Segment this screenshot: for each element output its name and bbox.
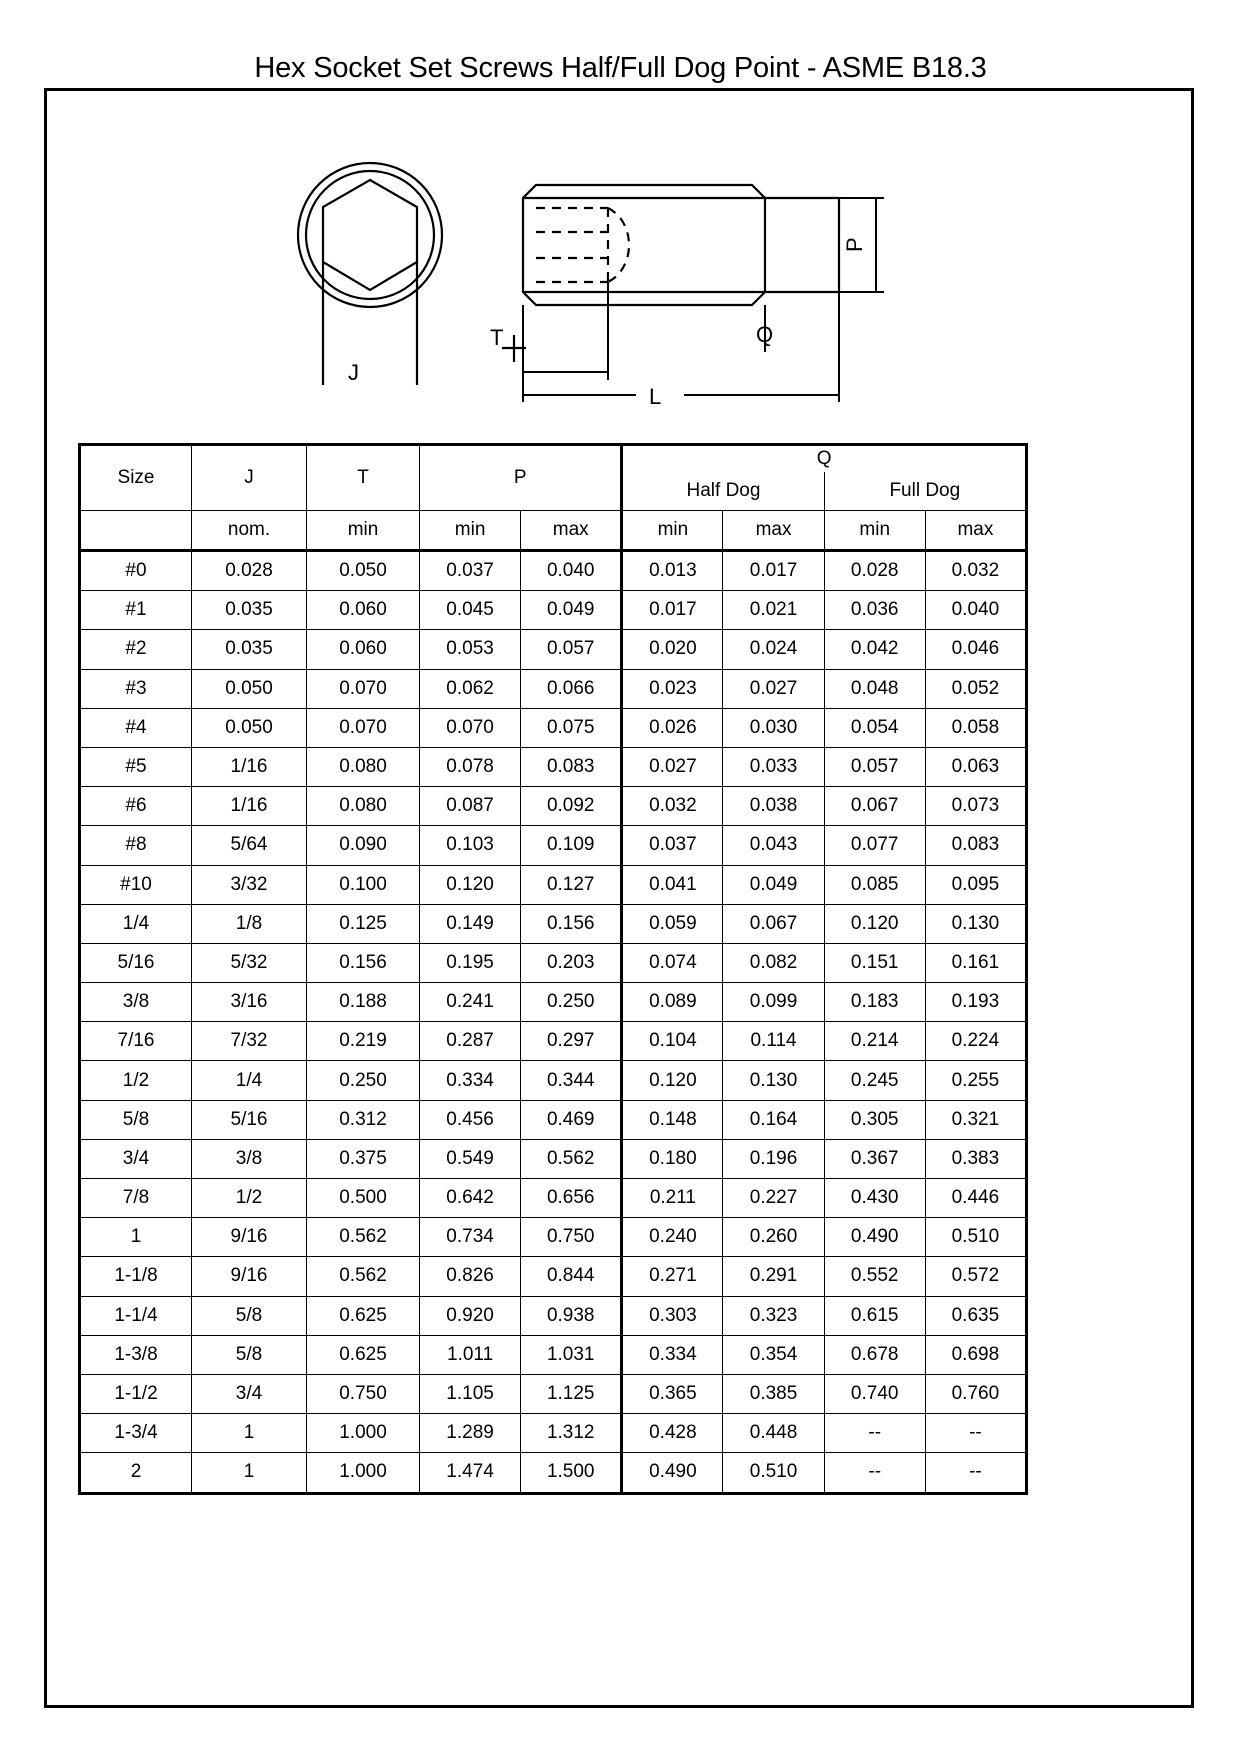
table-row [80, 1100, 1027, 1139]
cell-value: -- [925, 1414, 1026, 1453]
cell-value: 0.083 [925, 826, 1026, 865]
cell-value: 0.334 [420, 1061, 521, 1100]
cell-value: 0.032 [925, 551, 1026, 591]
cell-value: 0.562 [307, 1218, 420, 1257]
cell-value: 0.054 [824, 708, 925, 747]
end-view-hex-socket [240, 140, 500, 410]
cell-value: 0.156 [521, 904, 622, 943]
cell-value: 0.549 [420, 1139, 521, 1178]
cell-value: 0.188 [307, 983, 420, 1022]
cell-value: 0.036 [824, 591, 925, 630]
table-row [80, 1022, 1027, 1061]
cell-value: 0.057 [521, 630, 622, 669]
cell-value: 0.030 [723, 708, 824, 747]
cell-value: 0.562 [521, 1139, 622, 1178]
cell-value: 0.013 [622, 551, 723, 591]
cell-size: 3/4 [80, 1139, 192, 1178]
technical-drawings [44, 130, 1194, 430]
cell-value: 1/16 [192, 787, 307, 826]
cell-value: 0.067 [723, 904, 824, 943]
cell-value: 0.219 [307, 1022, 420, 1061]
header-sub-t-min: min [307, 511, 420, 551]
cell-value: 0.042 [824, 630, 925, 669]
cell-value: 0.085 [824, 865, 925, 904]
cell-value: 0.156 [307, 943, 420, 982]
cell-value: 0.250 [307, 1061, 420, 1100]
header-j: J [192, 445, 307, 511]
cell-value: 0.075 [521, 708, 622, 747]
cell-value: 0.297 [521, 1022, 622, 1061]
cell-value: 0.305 [824, 1100, 925, 1139]
cell-value: 0.323 [723, 1296, 824, 1335]
cell-value: 0.562 [307, 1257, 420, 1296]
table-row [80, 1296, 1027, 1335]
cell-value: 0.698 [925, 1335, 1026, 1374]
screw-body-outline [523, 185, 765, 305]
cell-value: 0.180 [622, 1139, 723, 1178]
cell-value: 0.271 [622, 1257, 723, 1296]
cell-value: 5/8 [192, 1296, 307, 1335]
cell-value: 0.099 [723, 983, 824, 1022]
cell-value: 9/16 [192, 1257, 307, 1296]
cell-value: -- [824, 1414, 925, 1453]
cell-value: 1.000 [307, 1414, 420, 1453]
cell-value: 0.490 [824, 1218, 925, 1257]
cell-value: -- [925, 1453, 1026, 1493]
cell-value: 0.059 [622, 904, 723, 943]
cell-value: 0.195 [420, 943, 521, 982]
cell-value: 0.037 [622, 826, 723, 865]
cell-value: 0.103 [420, 826, 521, 865]
cell-value: 0.240 [622, 1218, 723, 1257]
cell-value: 0.063 [925, 747, 1026, 786]
cell-value: 0.109 [521, 826, 622, 865]
cell-value: 0.048 [824, 669, 925, 708]
cell-value: 0.291 [723, 1257, 824, 1296]
cell-value: 0.083 [521, 747, 622, 786]
cell-value: 0.375 [307, 1139, 420, 1178]
cell-value: 0.321 [925, 1100, 1026, 1139]
cell-value: 0.074 [622, 943, 723, 982]
cell-size: #3 [80, 669, 192, 708]
cell-value: 0.028 [192, 551, 307, 591]
header-full-dog: Full Dog [824, 472, 1026, 511]
cell-value: 0.334 [622, 1335, 723, 1374]
cell-value: 0.255 [925, 1061, 1026, 1100]
cell-value: 0.446 [925, 1179, 1026, 1218]
cell-value: 0.017 [622, 591, 723, 630]
table-row [80, 787, 1027, 826]
cell-size: 1 [80, 1218, 192, 1257]
cell-value: 0.070 [307, 669, 420, 708]
cell-value: 0.148 [622, 1100, 723, 1139]
cell-value: 0.552 [824, 1257, 925, 1296]
cell-value: 0.227 [723, 1179, 824, 1218]
cell-size: #6 [80, 787, 192, 826]
cell-value: 0.087 [420, 787, 521, 826]
header-sub-half-max: max [723, 511, 824, 551]
cell-value: 0.385 [723, 1374, 824, 1413]
header-size: Size [80, 445, 192, 511]
cell-value: 0.625 [307, 1296, 420, 1335]
table-head [80, 445, 1027, 551]
cell-value: 0.826 [420, 1257, 521, 1296]
cell-value: 0.050 [307, 551, 420, 591]
cell-value: 1/8 [192, 904, 307, 943]
cell-value: 0.021 [723, 591, 824, 630]
cell-value: 0.740 [824, 1374, 925, 1413]
cell-value: 5/8 [192, 1335, 307, 1374]
header-sub-size [80, 511, 192, 551]
header-row-sub [80, 511, 1027, 551]
table-row [80, 1218, 1027, 1257]
cell-value: 0.077 [824, 826, 925, 865]
dimension-label-q: Q [756, 322, 774, 347]
cell-value: 0.027 [622, 747, 723, 786]
table-row [80, 865, 1027, 904]
cell-value: 0.049 [723, 865, 824, 904]
cell-value: 0.844 [521, 1257, 622, 1296]
q-extension-lines [765, 292, 839, 352]
cell-value: 0.120 [622, 1061, 723, 1100]
dimension-table-container [78, 443, 1028, 1495]
cell-value: 0.046 [925, 630, 1026, 669]
cell-value: 0.510 [723, 1453, 824, 1493]
cell-value: 0.250 [521, 983, 622, 1022]
cell-value: 1.105 [420, 1374, 521, 1413]
cell-value: 9/16 [192, 1218, 307, 1257]
cell-value: 0.120 [420, 865, 521, 904]
cell-value: 0.303 [622, 1296, 723, 1335]
cell-value: 0.656 [521, 1179, 622, 1218]
cell-size: 1-3/4 [80, 1414, 192, 1453]
l-extension-lines [523, 352, 839, 402]
cell-value: 0.028 [824, 551, 925, 591]
cell-value: 0.161 [925, 943, 1026, 982]
dimension-label-p: P [842, 237, 867, 252]
table-row [80, 1335, 1027, 1374]
cell-value: 0.500 [307, 1179, 420, 1218]
cell-value: 0.080 [307, 787, 420, 826]
cell-value: 0.196 [723, 1139, 824, 1178]
cell-size: #5 [80, 747, 192, 786]
cell-value: 0.344 [521, 1061, 622, 1100]
cell-size: 5/8 [80, 1100, 192, 1139]
table-row [80, 1453, 1027, 1493]
cell-value: 0.017 [723, 551, 824, 591]
cell-value: 0.050 [192, 669, 307, 708]
side-view-dog-point [484, 140, 904, 410]
cell-size: #1 [80, 591, 192, 630]
cell-value: 1.500 [521, 1453, 622, 1493]
cell-value: 0.070 [307, 708, 420, 747]
table-row [80, 1257, 1027, 1296]
cell-size: 2 [80, 1453, 192, 1493]
cell-value: 0.035 [192, 630, 307, 669]
cell-value: 0.037 [420, 551, 521, 591]
cell-value: 1.000 [307, 1453, 420, 1493]
header-p: P [420, 445, 622, 511]
cell-value: 0.430 [824, 1179, 925, 1218]
table-row [80, 904, 1027, 943]
cell-value: 0.164 [723, 1100, 824, 1139]
cell-value: 1/16 [192, 747, 307, 786]
cell-value: 3/32 [192, 865, 307, 904]
cell-value: 0.750 [307, 1374, 420, 1413]
cell-value: 0.035 [192, 591, 307, 630]
cell-size: #10 [80, 865, 192, 904]
cell-value: 3/4 [192, 1374, 307, 1413]
cell-value: 0.615 [824, 1296, 925, 1335]
cell-size: 1-3/8 [80, 1335, 192, 1374]
cell-value: 0.043 [723, 826, 824, 865]
cell-value: 0.625 [307, 1335, 420, 1374]
hex-socket-outline [323, 180, 417, 290]
table-row [80, 551, 1027, 591]
cell-value: 0.050 [192, 708, 307, 747]
cell-value: 0.024 [723, 630, 824, 669]
cell-value: 0.211 [622, 1179, 723, 1218]
cell-value: 0.114 [723, 1022, 824, 1061]
cell-value: 0.020 [622, 630, 723, 669]
cell-value: 0.078 [420, 747, 521, 786]
cell-value: 5/32 [192, 943, 307, 982]
cell-value: 5/64 [192, 826, 307, 865]
dimension-table [78, 443, 1028, 1495]
dimension-label-j: J [348, 360, 359, 385]
socket-hidden-arc [608, 208, 629, 282]
table-row [80, 1374, 1027, 1413]
cell-size: #8 [80, 826, 192, 865]
cell-size: #0 [80, 551, 192, 591]
cell-value: 0.080 [307, 747, 420, 786]
cell-value: 0.510 [925, 1218, 1026, 1257]
cell-value: 0.038 [723, 787, 824, 826]
side-view-svg [484, 140, 904, 410]
cell-value: 3/16 [192, 983, 307, 1022]
cell-value: 0.060 [307, 591, 420, 630]
cell-value: 1/2 [192, 1179, 307, 1218]
table-row [80, 630, 1027, 669]
cell-size: 1/2 [80, 1061, 192, 1100]
cell-value: 0.049 [521, 591, 622, 630]
cell-value: 0.130 [925, 904, 1026, 943]
cell-value: 0.057 [824, 747, 925, 786]
table-row [80, 1139, 1027, 1178]
cell-value: 0.070 [420, 708, 521, 747]
cell-value: 0.100 [307, 865, 420, 904]
dimension-label-t: T [490, 325, 504, 350]
end-view-svg [240, 140, 500, 410]
header-q: Q [622, 445, 1027, 473]
cell-value: 0.058 [925, 708, 1026, 747]
cell-size: 1-1/2 [80, 1374, 192, 1413]
t-extension-lines [523, 282, 608, 380]
cell-value: 0.104 [622, 1022, 723, 1061]
cell-size: 5/16 [80, 943, 192, 982]
cell-value: 0.060 [307, 630, 420, 669]
cell-value: 0.203 [521, 943, 622, 982]
cell-size: #4 [80, 708, 192, 747]
cell-value: 0.490 [622, 1453, 723, 1493]
cell-value: 0.572 [925, 1257, 1026, 1296]
cell-value: 3/8 [192, 1139, 307, 1178]
cell-value: 0.214 [824, 1022, 925, 1061]
cell-value: 0.428 [622, 1414, 723, 1453]
cell-value: 0.635 [925, 1296, 1026, 1335]
cell-size: 1-1/8 [80, 1257, 192, 1296]
header-sub-half-min: min [622, 511, 723, 551]
cell-value: 0.245 [824, 1061, 925, 1100]
cell-value: 7/32 [192, 1022, 307, 1061]
cell-value: 0.183 [824, 983, 925, 1022]
cell-size: 7/16 [80, 1022, 192, 1061]
cell-value: 0.456 [420, 1100, 521, 1139]
header-sub-p-max: max [521, 511, 622, 551]
cell-size: #2 [80, 630, 192, 669]
table-row [80, 1414, 1027, 1453]
header-half-dog: Half Dog [622, 472, 824, 511]
dimension-label-l: L [649, 384, 662, 409]
screw-outer-circle [298, 163, 442, 307]
cell-value: 1 [192, 1414, 307, 1453]
cell-value: 0.040 [925, 591, 1026, 630]
cell-value: 0.089 [622, 983, 723, 1022]
cell-value: 0.027 [723, 669, 824, 708]
cell-value: 0.469 [521, 1100, 622, 1139]
header-sub-j-nom: nom. [192, 511, 307, 551]
cell-value: 0.938 [521, 1296, 622, 1335]
cell-value: 0.045 [420, 591, 521, 630]
screw-inner-circle [306, 171, 434, 299]
header-row-top [80, 445, 1027, 473]
cell-value: 0.448 [723, 1414, 824, 1453]
cell-value: 1.125 [521, 1374, 622, 1413]
table-row [80, 1061, 1027, 1100]
cell-value: 0.241 [420, 983, 521, 1022]
cell-value: 0.151 [824, 943, 925, 982]
cell-value: 0.287 [420, 1022, 521, 1061]
cell-value: 0.095 [925, 865, 1026, 904]
cell-value: 0.678 [824, 1335, 925, 1374]
table-row [80, 591, 1027, 630]
cell-value: 0.040 [521, 551, 622, 591]
cell-value: 0.760 [925, 1374, 1026, 1413]
cell-value: 1.289 [420, 1414, 521, 1453]
cell-value: 0.193 [925, 983, 1026, 1022]
cell-value: 0.052 [925, 669, 1026, 708]
header-t: T [307, 445, 420, 511]
cell-value: 0.125 [307, 904, 420, 943]
cell-value: 5/16 [192, 1100, 307, 1139]
cell-value: 0.067 [824, 787, 925, 826]
cell-value: 0.053 [420, 630, 521, 669]
cell-value: 0.365 [622, 1374, 723, 1413]
cell-value: 1.312 [521, 1414, 622, 1453]
cell-value: 0.354 [723, 1335, 824, 1374]
cell-value: 0.082 [723, 943, 824, 982]
cell-value: 0.383 [925, 1139, 1026, 1178]
cell-value: 0.032 [622, 787, 723, 826]
table-body [80, 551, 1027, 1494]
cell-value: -- [824, 1453, 925, 1493]
header-sub-full-min: min [824, 511, 925, 551]
cell-value: 0.090 [307, 826, 420, 865]
cell-value: 0.033 [723, 747, 824, 786]
cell-value: 0.073 [925, 787, 1026, 826]
cell-value: 0.224 [925, 1022, 1026, 1061]
cell-size: 3/8 [80, 983, 192, 1022]
cell-value: 1.031 [521, 1335, 622, 1374]
header-sub-full-max: max [925, 511, 1026, 551]
cell-size: 1-1/4 [80, 1296, 192, 1335]
cell-value: 0.734 [420, 1218, 521, 1257]
cell-value: 0.367 [824, 1139, 925, 1178]
cell-value: 0.260 [723, 1218, 824, 1257]
cell-size: 1/4 [80, 904, 192, 943]
cell-value: 1.011 [420, 1335, 521, 1374]
cell-size: 7/8 [80, 1179, 192, 1218]
cell-value: 0.127 [521, 865, 622, 904]
cell-value: 0.312 [307, 1100, 420, 1139]
page-title: Hex Socket Set Screws Half/Full Dog Point - ASME B18.3 [254, 52, 987, 84]
cell-value: 1.474 [420, 1453, 521, 1493]
cell-value: 0.092 [521, 787, 622, 826]
cell-value: 0.149 [420, 904, 521, 943]
table-row [80, 669, 1027, 708]
cell-value: 1 [192, 1453, 307, 1493]
table-row [80, 983, 1027, 1022]
cell-value: 0.920 [420, 1296, 521, 1335]
table-row [80, 1179, 1027, 1218]
table-row [80, 708, 1027, 747]
table-row [80, 943, 1027, 982]
cell-value: 0.066 [521, 669, 622, 708]
cell-value: 0.062 [420, 669, 521, 708]
cell-value: 0.642 [420, 1179, 521, 1218]
table-row [80, 826, 1027, 865]
cell-value: 0.750 [521, 1218, 622, 1257]
cell-value: 0.130 [723, 1061, 824, 1100]
cell-value: 0.026 [622, 708, 723, 747]
cell-value: 0.023 [622, 669, 723, 708]
cell-value: 1/4 [192, 1061, 307, 1100]
table-row [80, 747, 1027, 786]
header-sub-p-min: min [420, 511, 521, 551]
cell-value: 0.120 [824, 904, 925, 943]
cell-value: 0.041 [622, 865, 723, 904]
